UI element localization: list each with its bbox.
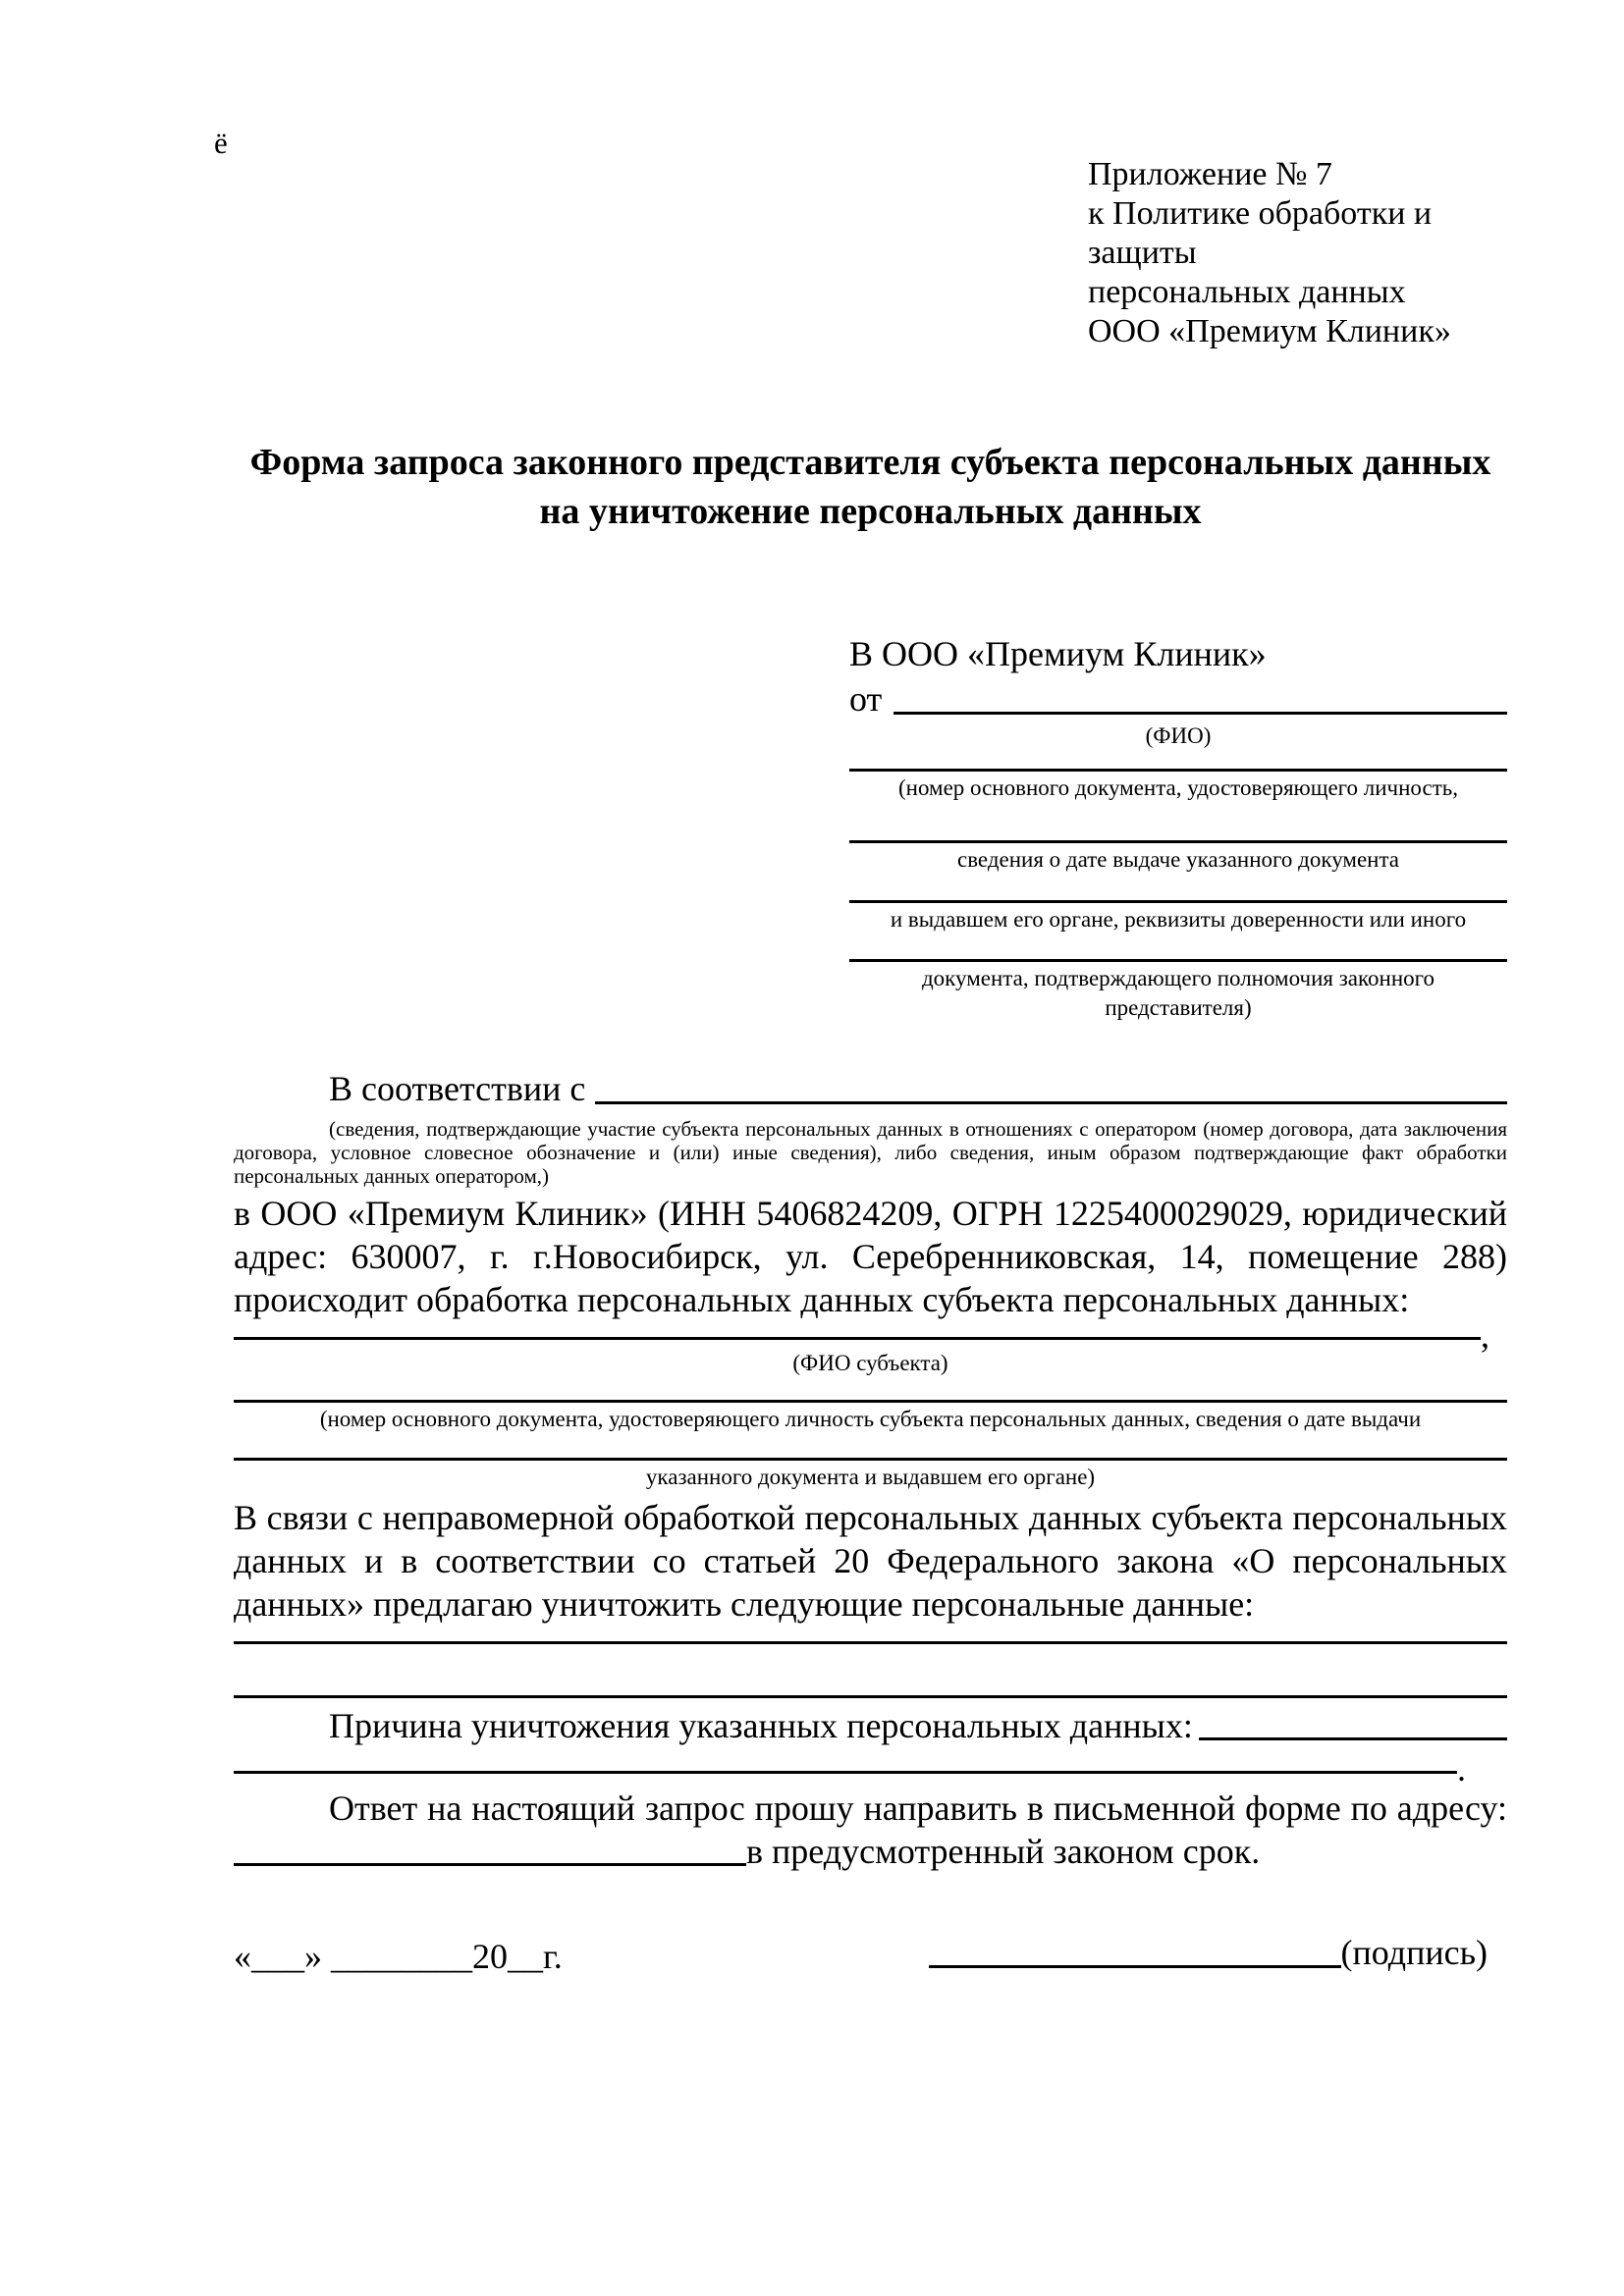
id-doc-field-line — [849, 769, 1507, 772]
fio-caption: (ФИО) — [1145, 723, 1212, 748]
response-paragraph: Ответ на настоящий запрос прошу направить в письменной форме по адресу: — [329, 1789, 1507, 1828]
operator-paragraph: в ООО «Премиум Клиник» (ИНН 5406824209, ОГРН 1225400029029, юридический адрес: 630007, г. г.Новосибирск, ул. Серебренниковская, 14, помещение 288) происходит обработка персональных данных субъекта персональных данных: — [234, 1194, 1507, 1319]
period-after-field: . — [1457, 1749, 1466, 1789]
from-fio-field-line — [893, 712, 1507, 715]
appendix-block — [1088, 155, 1507, 351]
reason-field-continuation — [234, 1749, 1507, 1789]
reason-row — [329, 1704, 1507, 1747]
accordance-row — [329, 1066, 1507, 1111]
response-address-field-line — [234, 1863, 746, 1866]
id-doc-caption: (номер основного документа, удостоверяющего личность, — [897, 775, 1458, 800]
accordance-field-line — [595, 1101, 1507, 1104]
demand-paragraph: В связи с неправомерной обработкой персональных данных субъекта персональных данных и в соответствии со статьей 20 Федерального закона «О персональных данных» предлагаю уничтожить следующие персональные данные: — [234, 1498, 1507, 1624]
subject-fio-field-line — [234, 1337, 1481, 1340]
comma-after-field: , — [1481, 1315, 1489, 1355]
footer-row — [234, 1930, 1507, 1979]
from-row — [849, 676, 1507, 721]
document-title-line1: Форма запроса законного представителя субъекта персональных данных — [249, 442, 1491, 483]
issuing-authority-field-line — [849, 900, 1507, 903]
subject-fio-caption: (ФИО субъекта) — [792, 1351, 948, 1375]
subject-doc-field-line2 — [234, 1458, 1507, 1461]
response-address-row — [234, 1830, 1507, 1873]
authority-doc-caption: документа, подтверждающего полномочия законного представителя) — [921, 966, 1435, 1020]
signature-group — [929, 1930, 1488, 1975]
reason-field-line — [1199, 1737, 1507, 1740]
appendix-line: к Политике обработки и защиты — [1088, 195, 1433, 271]
document-title-line2: на уничтожение персональных данных — [539, 491, 1202, 532]
addressee-block — [849, 631, 1507, 1023]
appendix-line: Приложение № 7 — [1088, 156, 1332, 192]
signature-field-line — [929, 1965, 1341, 1968]
issue-date-caption: сведения о дате выдаче указанного документа — [956, 847, 1400, 872]
data-entry-line-1 — [234, 1641, 1507, 1644]
accordance-note: (сведения, подтверждающие участие субъекта персональных данных в отношениях с оператором (номер договора, дата заключения договора, условное словесное обозначение и (или) иные сведения), либо сведения, иным образом подтверждающие факт обработки персональных данных оператором,) — [234, 1117, 1507, 1188]
subject-doc-field-line — [234, 1400, 1507, 1403]
reason-field-line2 — [234, 1771, 1457, 1774]
issue-date-field-line — [849, 840, 1507, 843]
issuing-authority-caption: и выдавшем его органе, реквизиты доверенности или иного — [890, 907, 1467, 932]
addressee-to: В ООО «Премиум Клиник» — [849, 634, 1267, 673]
signature-caption: (подпись) — [1340, 1933, 1488, 1972]
accordance-label: В соответствии с — [329, 1069, 586, 1108]
subject-doc-caption1: (номер основного документа, удостоверяющего личность субъекта персональных данных, сведения о дате выдачи — [319, 1407, 1422, 1431]
document-title — [234, 438, 1507, 536]
appendix-line: персональных данных — [1088, 274, 1406, 310]
reason-label: Причина уничтожения указанных персональных данных: — [329, 1706, 1193, 1745]
appendix-line: ООО «Премиум Клиник» — [1088, 313, 1451, 349]
subject-fio-field — [234, 1315, 1507, 1355]
document-content — [0, 155, 1624, 1979]
data-entry-line-2 — [234, 1695, 1507, 1698]
subject-doc-caption2: указанного документа и выдавшем его органе) — [645, 1465, 1096, 1489]
stray-char: ё — [214, 126, 228, 160]
response-tail: в предусмотренный законом срок. — [746, 1832, 1261, 1871]
from-label: от — [849, 679, 883, 719]
authority-doc-field-line — [849, 959, 1507, 962]
date-line: «___» ________20__г. — [234, 1937, 563, 1976]
